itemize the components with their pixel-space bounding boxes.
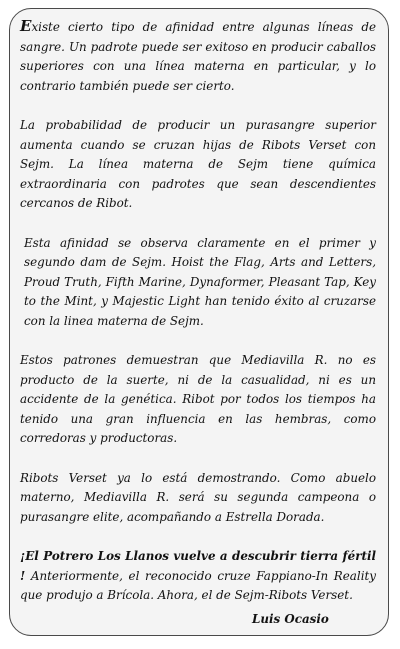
paragraph-6-text: Anteriormente, el reconocido cruze Fappiano-In Reality que produjo a Brícola. Ahora, el de Sejm-Ribots Verset. [20,568,376,603]
drop-cap: E [20,17,32,35]
article-box [9,8,389,636]
paragraph-1-text: xiste cierto tipo de afinidad entre algunas líneas de sangre. Un padrote puede ser exitoso en producir caballos superiores con una línea materna en particular, y lo contrario también puede ser cierto. [20,20,376,93]
closing-headline: ¡El Potrero Los Llanos vuelve a descubrir tierra fértil ! [20,549,376,583]
paragraph-1 [20,17,376,96]
paragraph-4: Estos patrones demuestran que Mediavilla R. no es producto de la suerte, ni de la casualidad, ni es un accidente de la genética. Ribot por todos los tiempos ha tenido una gran influencia en las hembras, como corredoras y productoras. [20,353,376,446]
paragraph-5: Ribots Verset ya lo está demostrando. Como abuelo materno, Mediavilla R. será su segunda campeona o purasangre elite, acompañando a Estrella Dorada. [20,470,376,524]
paragraph-2: La probabilidad de producir un purasangre superior aumenta cuando se cruzan hijas de Ribots Verset con Sejm. La línea materna de Sejm tiene química extraordinaria con padrotes que sean descendientes cercanos de Ribot. [20,117,376,211]
paragraph-3: Esta afinidad se observa claramente en el primer y segundo dam de Sejm. Hoist the Flag, Arts and Letters, Proud Truth, Fifth Marine, Dynaformer, Pleasant Tap, Key to the Mint, y Majestic Light han tenido éxito al cruzarse con la linea materna de Sejm. [24,235,376,328]
paragraph-6 [20,547,376,606]
author-signature: Luis Ocasio [252,611,329,626]
